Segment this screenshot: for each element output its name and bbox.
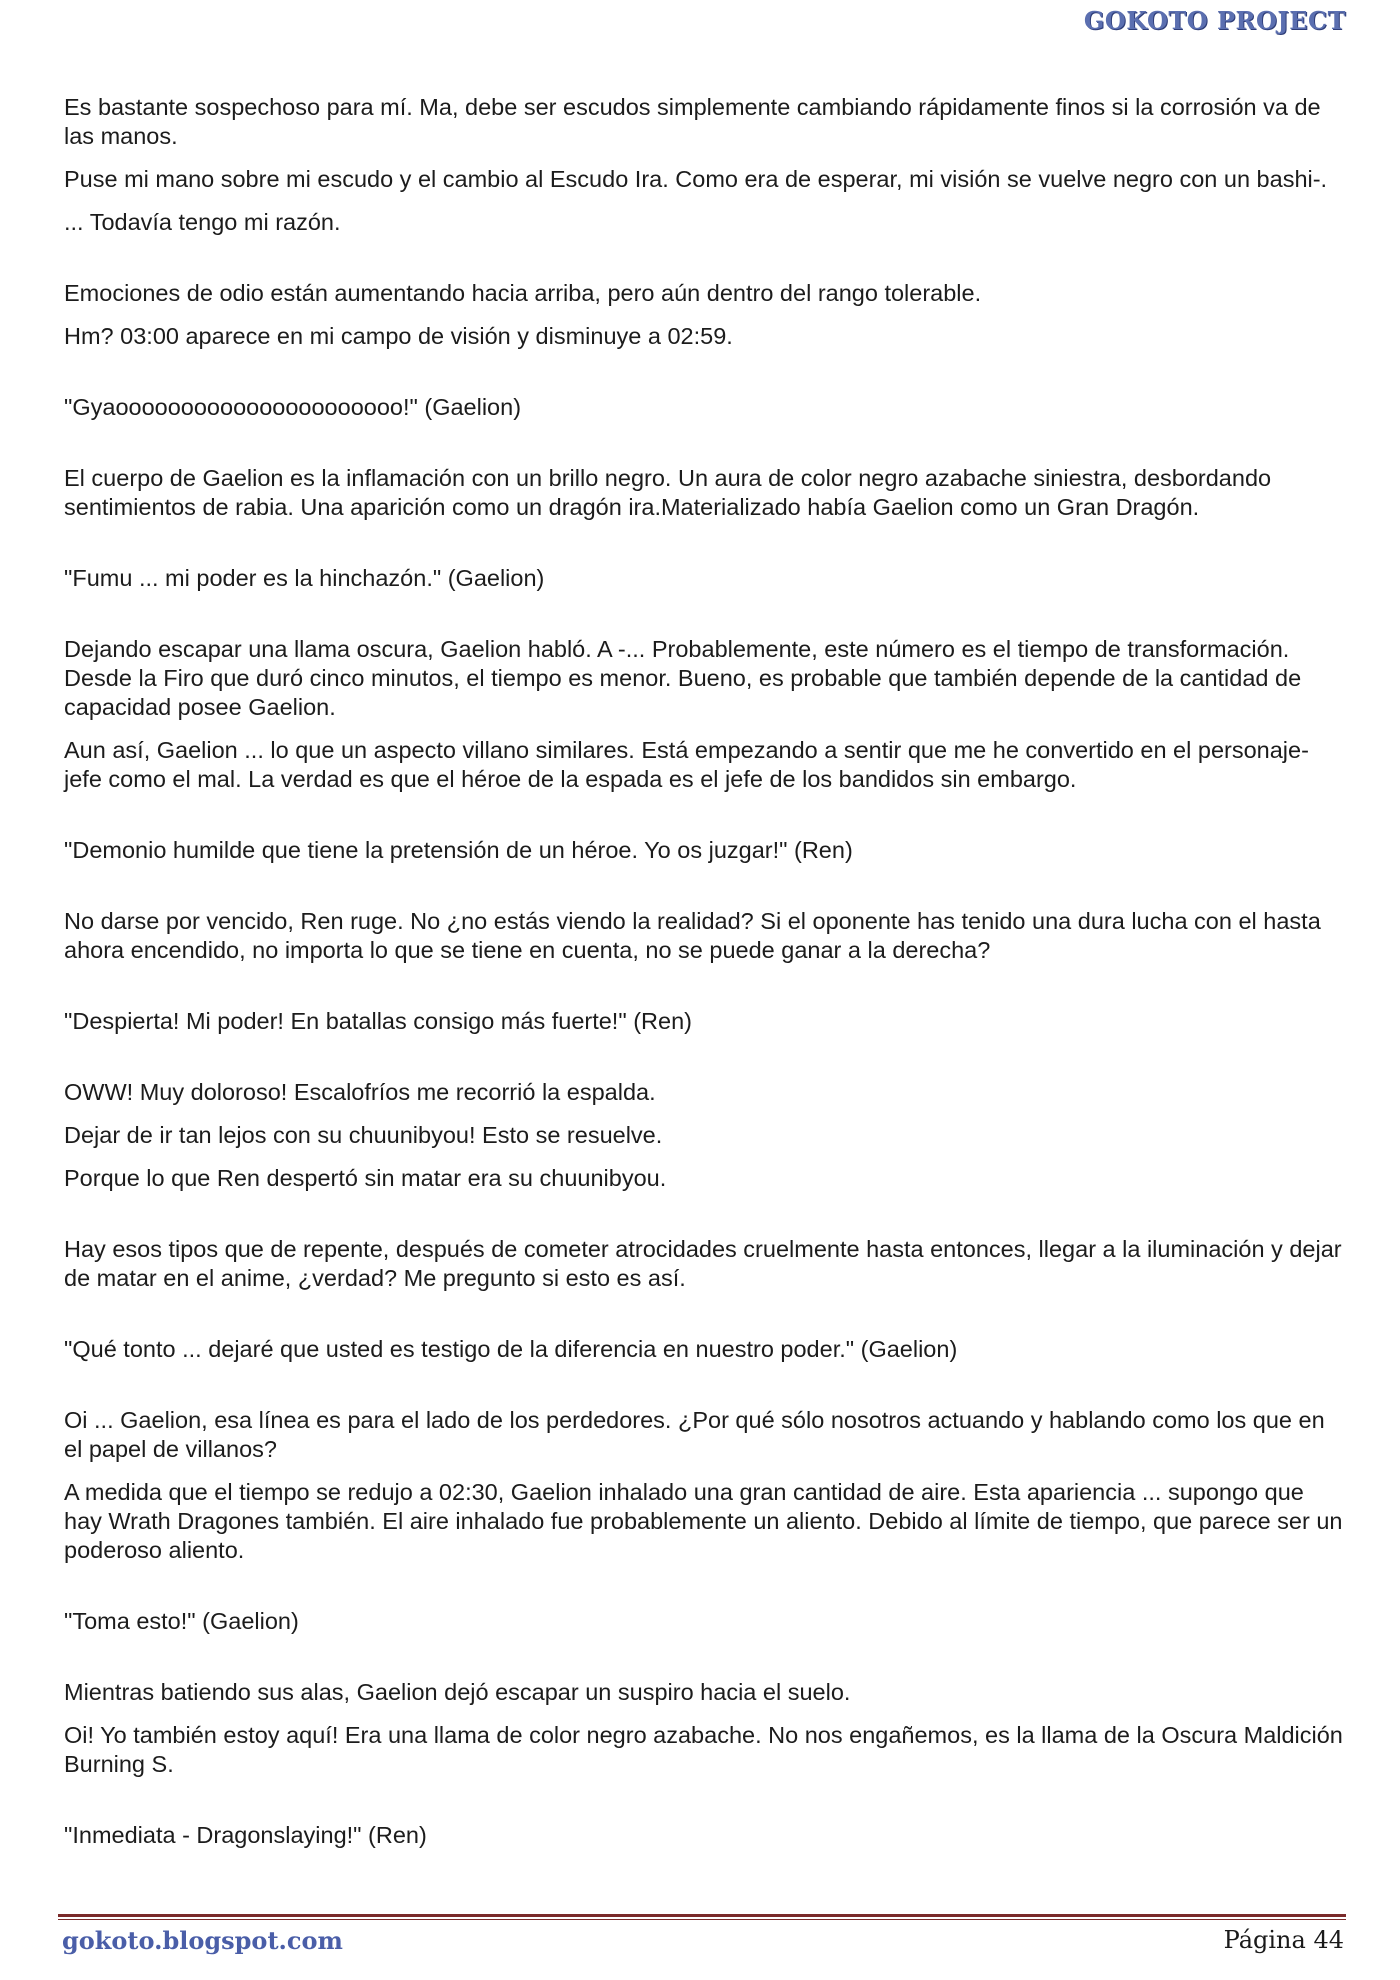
- paragraph: Hm? 03:00 aparece en mi campo de visión y disminuye a 02:59.: [64, 323, 733, 349]
- paragraph: A medida que el tiempo se redujo a 02:30, Gaelion inhalado una gran cantidad de aire. Esta apariencia ... supongo que hay Wrath Dragones también. El aire inhalado fue probablemente un aliento. Debido al límite de tiempo, que parece ser un poderoso aliento.: [64, 1479, 1343, 1563]
- paragraph: Dejar de ir tan lejos con su chuunibyou! Esto se resuelve.: [64, 1122, 663, 1148]
- paragraph: "Fumu ... mi poder es la hinchazón." (Gaelion): [64, 565, 545, 591]
- paragraph: ... Todavía tengo mi razón.: [64, 209, 341, 235]
- header-brand: GOKOTO PROJECT: [1083, 6, 1346, 35]
- paragraph: Oi! Yo también estoy aquí! Era una llama de color negro azabache. No nos engañemos, es la llama de la Oscura Maldición Burning S.: [64, 1722, 1343, 1777]
- paragraph: El cuerpo de Gaelion es la inflamación con un brillo negro. Un aura de color negro azabache siniestra, desbordando sentimientos de rabia. Una aparición como un dragón ira.Materializado había Gaelion como un Gran Dragón.: [64, 465, 1272, 520]
- paragraph: "Inmediata - Dragonslaying!" (Ren): [64, 1822, 427, 1848]
- paragraph: Puse mi mano sobre mi escudo y el cambio al Escudo Ira. Como era de esperar, mi visión se vuelve negro con un bashi-.: [64, 166, 1328, 192]
- footer-divider: [58, 1914, 1346, 1917]
- paragraph: "Despierta! Mi poder! En batallas consigo más fuerte!" (Ren): [64, 1008, 692, 1034]
- paragraph: "Gyaoooooooooooooooooooooo!" (Gaelion): [64, 394, 522, 420]
- paragraph: Emociones de odio están aumentando hacia arriba, pero aún dentro del rango tolerable.: [64, 280, 982, 306]
- paragraph: Aun así, Gaelion ... lo que un aspecto villano similares. Está empezando a sentir que me he convertido en el personaje-jefe como el mal. La verdad es que el héroe de la espada es el jefe de los bandidos sin embargo.: [64, 737, 1309, 792]
- paragraph: OWW! Muy doloroso! Escalofríos me recorrió la espalda.: [64, 1079, 656, 1105]
- document-body: [64, 93, 1344, 1864]
- paragraph: "Toma esto!" (Gaelion): [64, 1608, 299, 1634]
- footer-divider-thin: [58, 1919, 1346, 1920]
- paragraph: Es bastante sospechoso para mí. Ma, debe ser escudos simplemente cambiando rápidamente finos si la corrosión va de las manos.: [64, 94, 1321, 149]
- paragraph: "Qué tonto ... dejaré que usted es testigo de la diferencia en nuestro poder." (Gaelion): [64, 1336, 958, 1362]
- paragraph: Oi ... Gaelion, esa línea es para el lado de los perdedores. ¿Por qué sólo nosotros actuando y hablando como los que en el papel de villanos?: [64, 1407, 1325, 1462]
- paragraph: Mientras batiendo sus alas, Gaelion dejó escapar un suspiro hacia el suelo.: [64, 1679, 851, 1705]
- footer-site-link[interactable]: gokoto.blogspot.com: [62, 1926, 343, 1955]
- paragraph: Dejando escapar una llama oscura, Gaelion habló. A -... Probablemente, este número es el tiempo de transformación. Desde la Firo que duró cinco minutos, el tiempo es menor. Bueno, es probable que también depende de la cantidad de capacidad posee Gaelion.: [64, 636, 1302, 720]
- page-number: Página 44: [1223, 1926, 1344, 1954]
- paragraph: Hay esos tipos que de repente, después de cometer atrocidades cruelmente hasta entonces, llegar a la iluminación y dejar de matar en el anime, ¿verdad? Me pregunto si esto es así.: [64, 1236, 1342, 1291]
- paragraph: Porque lo que Ren despertó sin matar era su chuunibyou.: [64, 1165, 667, 1191]
- paragraph: "Demonio humilde que tiene la pretensión de un héroe. Yo os juzgar!" (Ren): [64, 837, 853, 863]
- paragraph: No darse por vencido, Ren ruge. No ¿no estás viendo la realidad? Si el oponente has tenido una dura lucha con el hasta ahora encendido, no importa lo que se tiene en cuenta, no se puede ganar a la derecha?: [64, 908, 1321, 963]
